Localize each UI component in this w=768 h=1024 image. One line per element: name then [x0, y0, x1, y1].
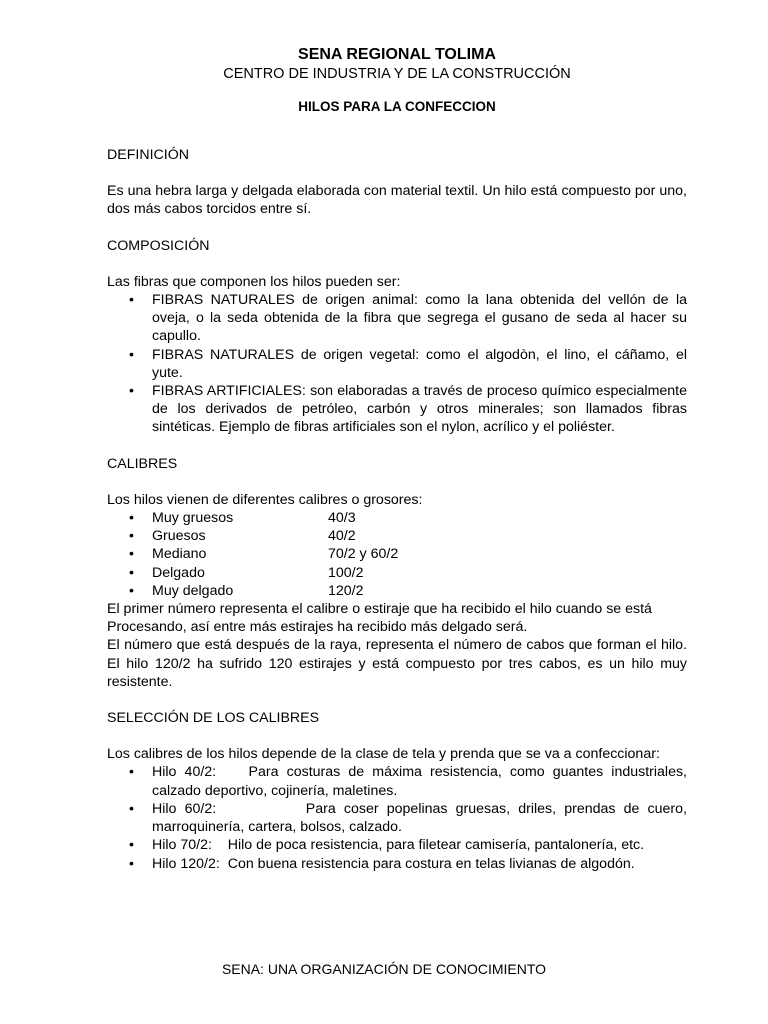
- calibre-name: Gruesos: [152, 528, 206, 545]
- calibre-name: Muy gruesos: [152, 510, 234, 527]
- list-item: • Hilo 120/2: Con buena resistencia para costura en telas livianas de algodón.: [107, 855, 687, 873]
- calibre-name: Muy delgado: [152, 582, 234, 599]
- composicion-intro: Las fibras que componen los hilos pueden ser:: [107, 273, 401, 290]
- list-item: [107, 509, 687, 527]
- calibre-value: 70/2 y 60/2: [328, 546, 399, 563]
- calibre-value: 100/2: [328, 564, 364, 581]
- seleccion-intro: Los calibres de los hilos depende de la clase de tela y prenda que se va a confeccionar:: [107, 746, 660, 763]
- section-heading-seleccion: SELECCIÓN DE LOS CALIBRES: [107, 710, 320, 727]
- list-item: • FIBRAS NATURALES de origen animal: como la lana obtenida del vellón de la oveja, o la seda obtenida de la fibra que segrega el gusano de seda al hacer su capullo.: [107, 291, 687, 346]
- list-item: [107, 564, 687, 582]
- definicion-text: Es una hebra larga y delgada elaborada con material textil. Un hilo está compuesto por uno, dos más cabos torcidos entre sí.: [107, 183, 687, 218]
- document-content: [107, 44, 691, 873]
- calibres-list: [107, 509, 687, 600]
- calibre-value: 40/2: [328, 528, 356, 545]
- list-item: [107, 545, 687, 563]
- section-heading-definicion: DEFINICIÓN: [107, 147, 189, 163]
- list-item: • FIBRAS ARTIFICIALES: son elaboradas a través de proceso químico especialmente de los derivados de petróleo, carbón y otros minerales; son llamados fibras sintéticas. Ejemplo de fibras artificiales son el nylon, acrílico y el poliéster.: [107, 382, 687, 437]
- calibres-intro: Los hilos vienen de diferentes calibres o grosores:: [107, 491, 423, 508]
- section-heading-composicion: COMPOSICIÓN: [107, 237, 210, 254]
- list-item: • Hilo 40/2: Para costuras de máxima resistencia, como guantes industriales, calzado deportivo, cojinería, maletines.: [107, 763, 687, 799]
- composicion-list: [107, 291, 687, 437]
- calibre-name: Delgado: [152, 564, 205, 581]
- calibre-value: 120/2: [328, 582, 364, 599]
- list-item: [107, 527, 687, 545]
- section-heading-calibres: CALIBRES: [107, 455, 178, 472]
- page-footer: SENA: UNA ORGANIZACIÓN DE CONOCIMIENTO: [221, 961, 547, 977]
- calibre-value: 40/3: [328, 510, 356, 527]
- list-item: • Hilo 60/2: Para coser popelinas gruesas, driles, prendas de cuero, marroquinería, cartera, bolsos, calzado.: [107, 800, 687, 836]
- calibres-text-2: El número que está después de la raya, representa el número de cabos que forman el hilo. El hilo 120/2 ha sufrido 120 estirajes y está compuesto por tres cabos, es un hilo muy resistente.: [107, 637, 687, 690]
- document-header-title: SENA REGIONAL TOLIMA: [298, 46, 496, 63]
- document-title: HILOS PARA LA CONFECCION: [298, 99, 496, 114]
- calibres-text-1: El primer número representa el calibre o estiraje que ha recibido el hilo cuando se está Procesando, así entre más estirajes ha recibido más delgado será.: [107, 601, 652, 636]
- calibre-name: Mediano: [152, 546, 207, 563]
- document-header-subtitle: CENTRO DE INDUSTRIA Y DE LA CONSTRUCCIÓN: [223, 66, 571, 82]
- list-item: • Hilo 70/2: Hilo de poca resistencia, para filetear camisería, pantalonería, etc.: [107, 836, 687, 854]
- list-item: • FIBRAS NATURALES de origen vegetal: como el algodòn, el lino, el cáñamo, el yute.: [107, 346, 687, 382]
- list-item: [107, 582, 687, 600]
- seleccion-list: [107, 763, 691, 872]
